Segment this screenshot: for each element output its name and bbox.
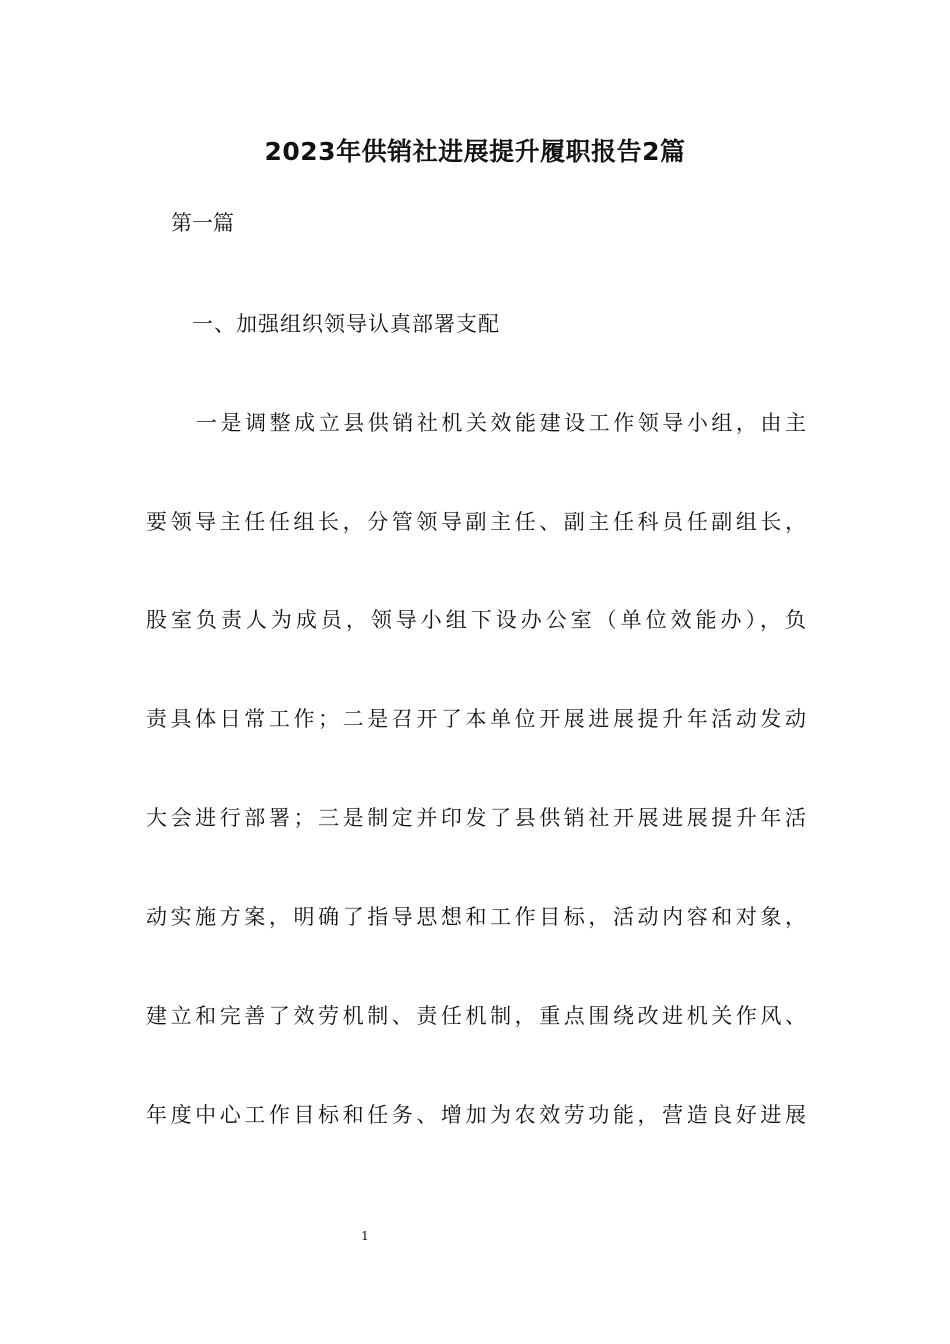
paragraph-line: 责具体日常工作；二是召开了本单位开展进展提升年活动发动 bbox=[146, 707, 806, 731]
document-title: 2023年供销社进展提升履职报告2篇 bbox=[264, 137, 686, 166]
section-heading: 一、加强组织领导认真部署支配 bbox=[192, 312, 500, 336]
paragraph-line: 年度中心工作目标和任务、增加为农效劳功能，营造良好进展 bbox=[146, 1103, 806, 1127]
paragraph-line: 股室负责人为成员，领导小组下设办公室（单位效能办），负 bbox=[146, 608, 806, 632]
paragraph-line: 建立和完善了效劳机制、责任机制，重点围绕改进机关作风、 bbox=[146, 1004, 806, 1028]
paragraph-line: 要领导主任任组长，分管领导副主任、副主任科员任副组长， bbox=[146, 510, 806, 534]
paragraph-line: 大会进行部署；三是制定并印发了县供销社开展进展提升年活 bbox=[146, 806, 806, 830]
page-number: 1 bbox=[361, 1229, 369, 1243]
paragraph-line: 一是调整成立县供销社机关效能建设工作领导小组，由主 bbox=[196, 411, 806, 435]
section-label: 第一篇 bbox=[171, 211, 234, 235]
paragraph-line: 动实施方案，明确了指导思想和工作目标，活动内容和对象， bbox=[146, 905, 806, 929]
